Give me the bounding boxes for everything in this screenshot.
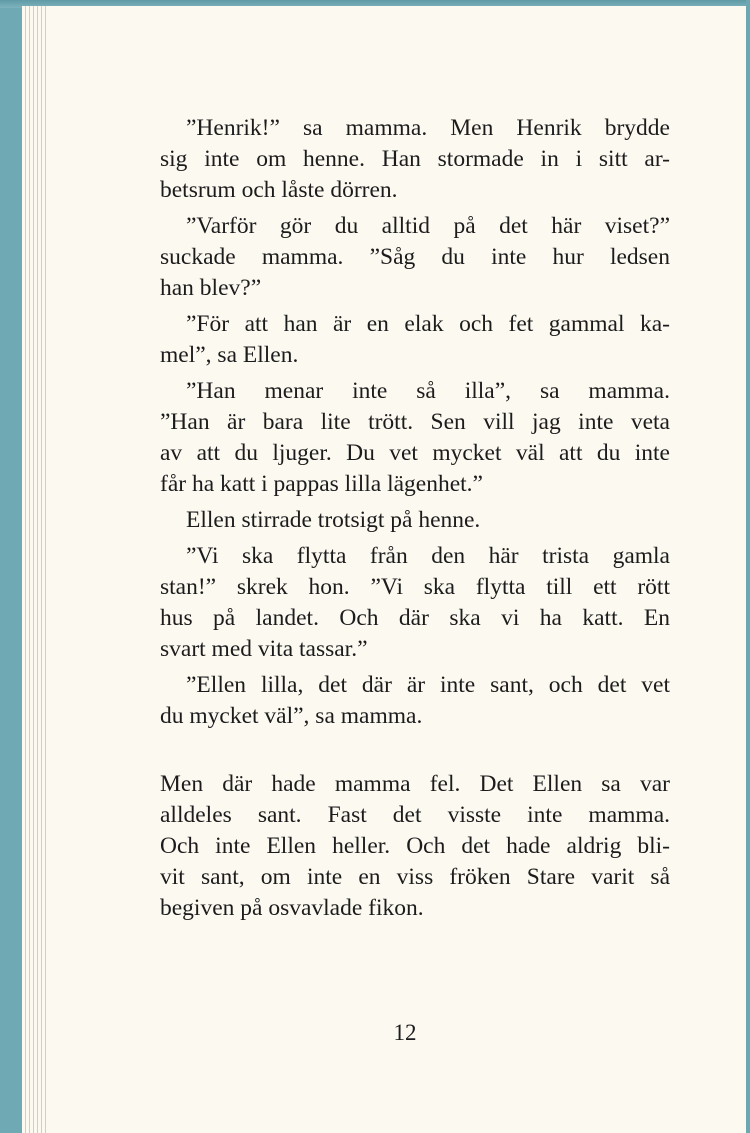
text-line: ”För att han är en elak och fet gammal ka- — [186, 311, 670, 337]
paragraph-5 — [160, 505, 670, 536]
section-break — [160, 737, 670, 769]
text-line: av att du ljuger. Du vet mycket väl att du inte — [160, 440, 670, 466]
page-number: 12 — [393, 1020, 417, 1045]
page-body-text — [160, 113, 670, 929]
text-line: ”Han är bara lite trött. Sen vill jag inte veta — [160, 409, 670, 435]
text-line: stan!” skrek hon. ”Vi ska flytta till ett rött — [160, 574, 670, 600]
paragraph-7 — [160, 670, 670, 732]
paragraph-1 — [160, 113, 670, 206]
text-line: mel”, sa Ellen. — [160, 342, 299, 368]
text-line: Ellen stirrade trotsigt på henne. — [186, 507, 481, 533]
text-line: du mycket väl”, sa mamma. — [160, 703, 423, 729]
text-line: han blev?” — [160, 275, 262, 301]
text-line: hus på landet. Och där ska vi ha katt. En — [160, 605, 670, 631]
paragraph-4 — [160, 376, 670, 500]
text-line: ”Han menar inte så illa”, sa mamma. — [186, 378, 670, 404]
paragraph-2 — [160, 211, 670, 304]
text-line: ”Ellen lilla, det där är inte sant, och det vet — [186, 672, 670, 698]
text-line: ”Vi ska flytta från den här trista gamla — [186, 543, 670, 569]
text-line: ”Henrik!” sa mamma. Men Henrik brydde — [186, 115, 670, 141]
paragraph-8 — [160, 769, 670, 924]
text-line: betsrum och låste dörren. — [160, 177, 398, 203]
text-line: begiven på osvavlade fikon. — [160, 895, 424, 921]
text-line: vit sant, om inte en viss fröken Stare varit så — [160, 864, 670, 890]
book-cover-right-edge — [746, 0, 750, 1133]
paragraph-3 — [160, 309, 670, 371]
text-line: svart med vita tassar.” — [160, 636, 368, 662]
paragraph-6 — [160, 541, 670, 665]
text-line: får ha katt i pappas lilla lägenhet.” — [160, 471, 483, 497]
text-line: Men där hade mamma fel. Det Ellen sa var — [160, 771, 670, 797]
page-stack-edges — [22, 6, 46, 1133]
text-line: ”Varför gör du alltid på det här viset?” — [186, 213, 670, 239]
text-line: suckade mamma. ”Såg du inte hur ledsen — [160, 244, 670, 270]
text-line: alldeles sant. Fast det visste inte mamma. — [160, 802, 670, 828]
text-line: sig inte om henne. Han stormade in i sitt ar- — [160, 146, 670, 172]
text-line: Och inte Ellen heller. Och det hade aldrig bli- — [160, 833, 670, 859]
